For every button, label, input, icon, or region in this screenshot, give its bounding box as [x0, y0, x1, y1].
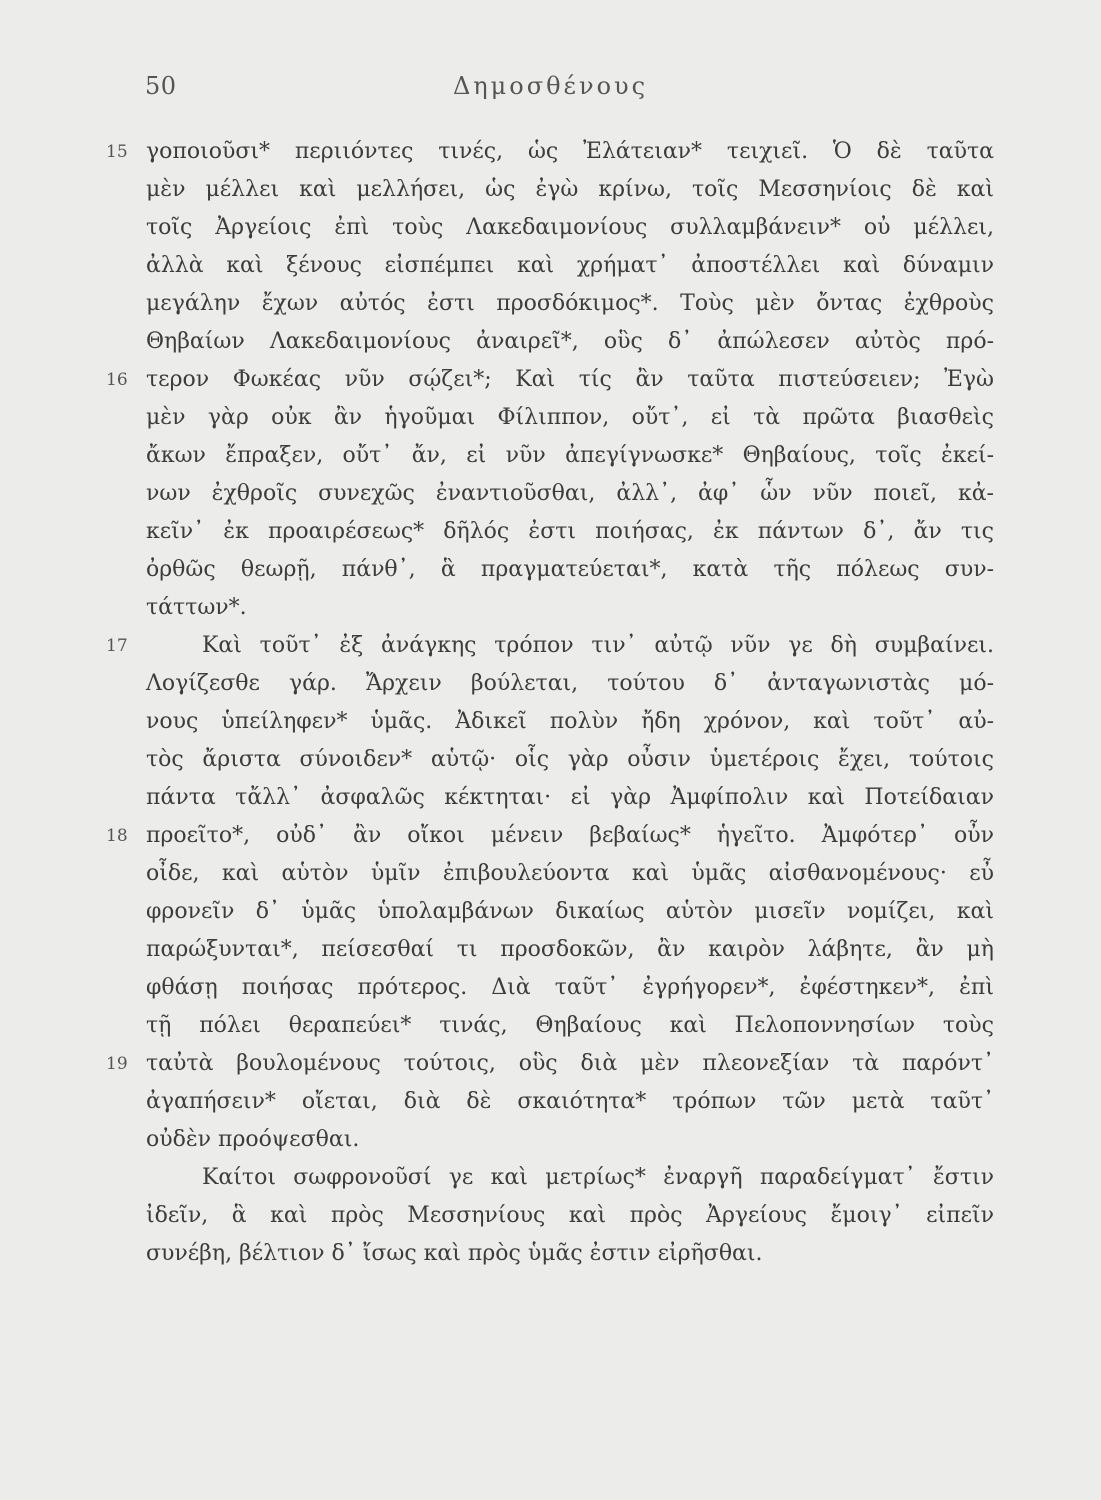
line-text: ἰδεῖν, ἃ καὶ πρὸς Μεσσηνίους καὶ πρὸς Ἀργείους ἔμοιγ᾽ εἰπεῖν [146, 1203, 994, 1228]
running-title: Δημοσθένους [452, 72, 649, 100]
text-line [0, 323, 1101, 361]
section-number: 19 [106, 1054, 128, 1074]
line-text: τὸς ἄριστα σύνοιδεν* αὑτῷ· οἷς γὰρ οὖσιν ὑμετέροις ἔχει, τούτοις [146, 747, 994, 772]
line-text: Καὶ τοῦτ᾽ ἐξ ἀνάγκης τρόπον τιν᾽ αὐτῷ νῦν γε δὴ συμβαίνει. [202, 633, 994, 658]
text-line [0, 1235, 1101, 1273]
line-text: ταὐτὰ βουλομένους τούτοις, οὓς διὰ μὲν πλεονεξίαν τὰ παρόντ᾽ [146, 1051, 994, 1076]
text-line [0, 551, 1101, 589]
line-text: ἄκων ἔπραξεν, οὔτ᾽ ἄν, εἰ νῦν ἀπεγίγνωσκε* Θηβαίους, τοῖς ἐκεί- [146, 443, 994, 468]
text-line [0, 437, 1101, 475]
text-line [0, 855, 1101, 893]
line-text: μεγάλην ἔχων αὐτός ἐστι προσδόκιμος*. Τοὺς μὲν ὄντας ἐχθροὺς [146, 291, 994, 316]
text-line [0, 893, 1101, 931]
line-text: κεῖν᾽ ἐκ προαιρέσεως* δῆλός ἐστι ποιήσας, ἐκ πάντων δ᾽, ἄν τις [146, 519, 994, 544]
line-text: προεῖτο*, οὐδ᾽ ἂν οἴκοι μένειν βεβαίως* ἡγεῖτο. Ἀμφότερ᾽ οὖν [146, 823, 994, 848]
text-line [0, 589, 1101, 627]
text-line [0, 931, 1101, 969]
line-text: τῇ πόλει θεραπεύει* τινάς, Θηβαίους καὶ Πελοποννησίων τοὺς [146, 1013, 994, 1038]
text-line [0, 1007, 1101, 1045]
line-text: Καίτοι σωφρονοῦσί γε καὶ μετρίως* ἐναργῆ παραδείγματ᾽ ἔστιν [202, 1165, 994, 1190]
text-line [0, 133, 1101, 171]
page-header [0, 72, 1101, 112]
text-line [0, 285, 1101, 323]
text-line [0, 779, 1101, 817]
line-text: οἶδε, καὶ αὑτὸν ὑμῖν ἐπιβουλεύοντα καὶ ὑμᾶς αἰσθανομένους· εὖ [146, 861, 994, 886]
section-number: 16 [106, 370, 128, 390]
section-number: 17 [106, 636, 128, 656]
text-line [0, 1159, 1101, 1197]
line-text: φρονεῖν δ᾽ ὑμᾶς ὑπολαμβάνων δικαίως αὑτὸν μισεῖν νομίζει, καὶ [146, 899, 994, 924]
text-line [0, 627, 1101, 665]
text-line [0, 399, 1101, 437]
text-line [0, 1121, 1101, 1159]
body-text [0, 133, 1101, 1273]
text-line [0, 969, 1101, 1007]
text-line [0, 209, 1101, 247]
line-text: τοῖς Ἀργείοις ἐπὶ τοὺς Λακεδαιμονίους συλλαμβάνειν* οὐ μέλλει, [146, 215, 994, 240]
text-line [0, 703, 1101, 741]
text-line [0, 513, 1101, 551]
text-line [0, 817, 1101, 855]
text-line [0, 361, 1101, 399]
line-text: πάντα τἄλλ᾽ ἀσφαλῶς κέκτηται· εἰ γὰρ Ἀμφίπολιν καὶ Ποτείδαιαν [146, 785, 994, 810]
line-text: τάττων*. [146, 595, 247, 620]
line-text: τερον Φωκέας νῦν σῴζει*; Καὶ τίς ἂν ταῦτα πιστεύσειεν; Ἐγὼ [146, 367, 994, 392]
text-line [0, 247, 1101, 285]
section-number: 15 [106, 142, 128, 162]
line-text: μὲν γὰρ οὐκ ἂν ἡγοῦμαι Φίλιππον, οὔτ᾽, εἰ τὰ πρῶτα βιασθεὶς [146, 405, 994, 430]
line-text: ἀλλὰ καὶ ξένους εἰσπέμπει καὶ χρήματ᾽ ἀποστέλλει καὶ δύναμιν [146, 253, 994, 278]
section-number: 18 [106, 826, 128, 846]
text-line [0, 1197, 1101, 1235]
text-line [0, 475, 1101, 513]
line-text: νους ὑπείληφεν* ὑμᾶς. Ἀδικεῖ πολὺν ἤδη χρόνον, καὶ τοῦτ᾽ αὐ- [146, 709, 994, 734]
text-line [0, 1045, 1101, 1083]
line-text: γοποιοῦσι* περιιόντες τινές, ὡς Ἐλάτειαν* τειχιεῖ. Ὁ δὲ ταῦτα [146, 139, 994, 164]
line-text: φθάσῃ ποιήσας πρότερος. Διὰ ταῦτ᾽ ἐγρήγορεν*, ἐφέστηκεν*, ἐπὶ [146, 975, 994, 1000]
line-text: ὀρθῶς θεωρῇ, πάνθ᾽, ἃ πραγματεύεται*, κατὰ τῆς πόλεως συν- [146, 557, 994, 582]
line-text: οὐδὲν προόψεσθαι. [146, 1127, 360, 1152]
line-text: παρώξυνται*, πείσεσθαί τι προσδοκῶν, ἂν καιρὸν λάβητε, ἂν μὴ [146, 937, 994, 962]
text-line [0, 171, 1101, 209]
text-line [0, 665, 1101, 703]
page-number: 50 [145, 72, 177, 100]
text-line [0, 741, 1101, 779]
line-text: Λογίζεσθε γάρ. Ἄρχειν βούλεται, τούτου δ᾽ ἀνταγωνιστὰς μό- [146, 671, 994, 696]
line-text: μὲν μέλλει καὶ μελλήσει, ὡς ἐγὼ κρίνω, τοῖς Μεσσηνίοις δὲ καὶ [146, 177, 994, 202]
line-text: συνέβη, βέλτιον δ᾽ ἴσως καὶ πρὸς ὑμᾶς ἐστιν εἰρῆσθαι. [146, 1241, 763, 1266]
line-text: νων ἐχθροῖς συνεχῶς ἐναντιοῦσθαι, ἀλλ᾽, ἀφ᾽ ὧν νῦν ποιεῖ, κἀ- [146, 481, 994, 506]
text-line [0, 1083, 1101, 1121]
line-text: ἀγαπήσειν* οἴεται, διὰ δὲ σκαιότητα* τρόπων τῶν μετὰ ταῦτ᾽ [146, 1089, 994, 1114]
line-text: Θηβαίων Λακεδαιμονίους ἀναιρεῖ*, οὓς δ᾽ ἀπώλεσεν αὐτὸς πρό- [146, 329, 994, 354]
